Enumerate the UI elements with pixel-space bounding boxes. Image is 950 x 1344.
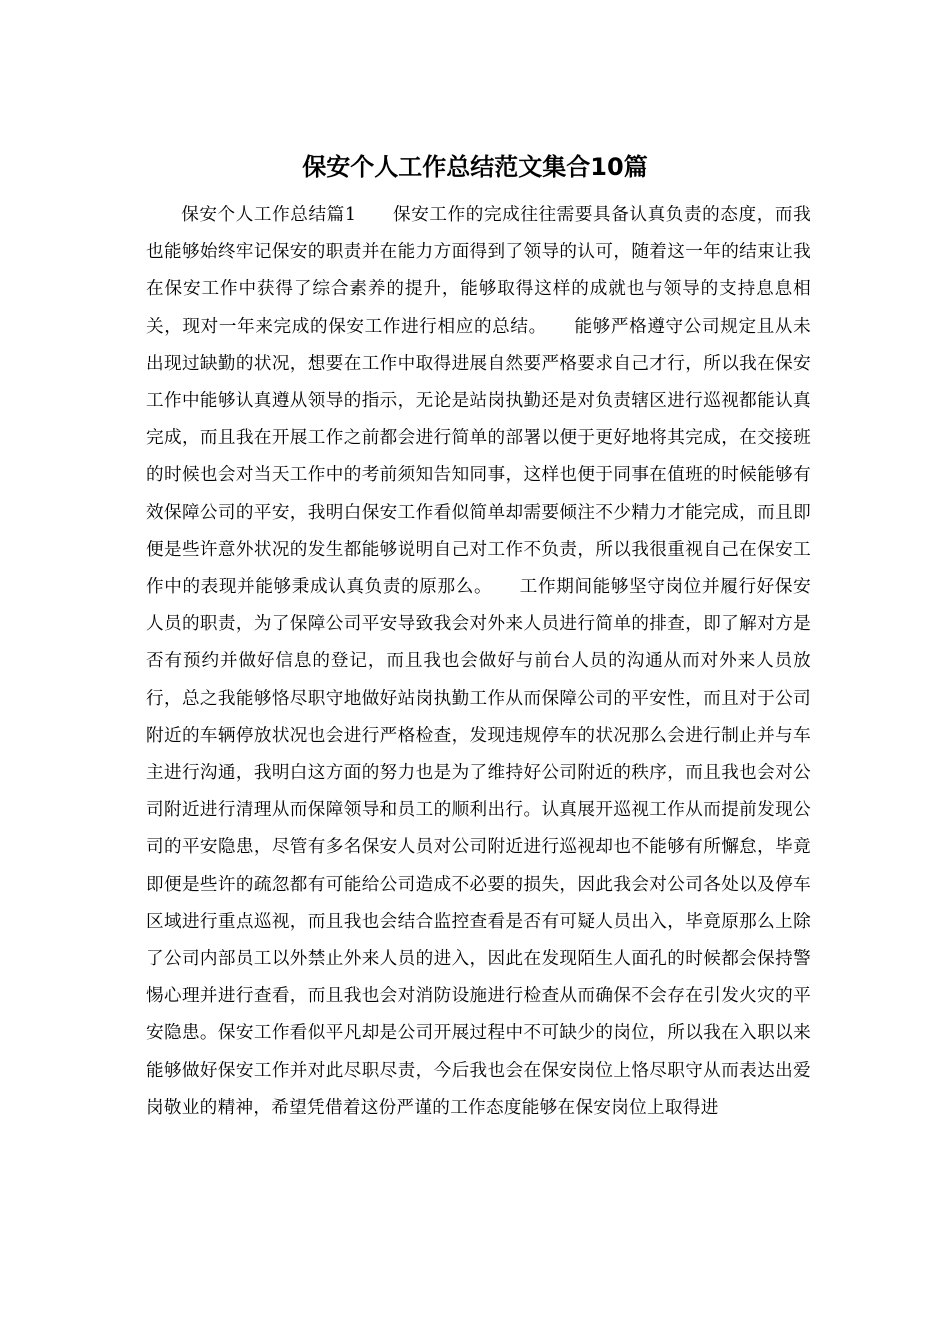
document-body: 保安个人工作总结篇1 保安工作的完成往往需要具备认真负责的态度，而我也能够始终牢记保安的职责并在能力方面得到了领导的认可，随着这一年的结束让我在保安工作中获得了综合素养的提升，能够取得这样的成就也与领导的支持息息相关，现对一年来完成的保安工作进行相应的总结。 能够严格遵守公司规定且从未出现过缺勤的状况，想要在工作中取得进展自然要严格要求自己才行，所以我在保安工作中能够认真遵从领导的指示，无论是站岗执勤还是对负责辖区进行巡视都能认真完成，而且我在开展工作之前都会进行简单的部署以便于更好地将其完成，在交接班的时候也会对当天工作中的考前须知告知同事，这样也便于同事在值班的时候能够有效保障公司的平安，我明白保安工作看似简单却需要倾注不少精力才能完成，而且即便是些许意外状况的发生都能够说明自己对工作不负责，所以我很重视自己在保安工作中的表现并能够秉成认真负责的原那么。 工作期间能够坚守岗位并履行好保安人员的职责，为了保障公司平安导致我会对外来人员进行简单的排查，即了解对方是否有预约并做好信息的登记，而且我也会做好与前台人员的沟通从而对外来人员放行，总之我能够恪尽职守地做好站岗执勤工作从而保障公司的平安性，而且对于公司附近的车辆停放状况也会进行严格检查，发现违规停车的状况那么会进行制止并与车主进行沟通，我明白这方面的努力也是为了维持好公司附近的秩序，而且我也会对公司附近进行清理从而保障领导和员工的顺利出行。认真展开巡视工作从而提前发现公司的平安隐患，尽管有多名保安人员对公司附近进行巡视却也不能够有所懈怠，毕竟即便是些许的疏忽都有可能给公司造成不必要的损失，因此我会对公司各处以及停车区域进行重点巡视，而且我也会结合监控查看是否有可疑人员出入，毕竟原那么上除了公司内部员工以外禁止外来人员的进入，因此在发现陌生人面孔的时候都会保持警惕心理并进行查看，而且我也会对消防设施进行检查从而确保不会存在引发火灾的平安隐患。保安工作看似平凡却是公司开展过程中不可缺少的岗位，所以我在入职以来能够做好保安工作并对此尽职尽责，今后我也会在保安岗位上恪尽职守从而表达出爱岗敬业的精神，希望凭借着这份严谨的工作态度能够在保安岗位上取得进	[146, 205, 811, 1118]
document-title: 保安个人工作总结范文集合10篇	[302, 153, 648, 181]
